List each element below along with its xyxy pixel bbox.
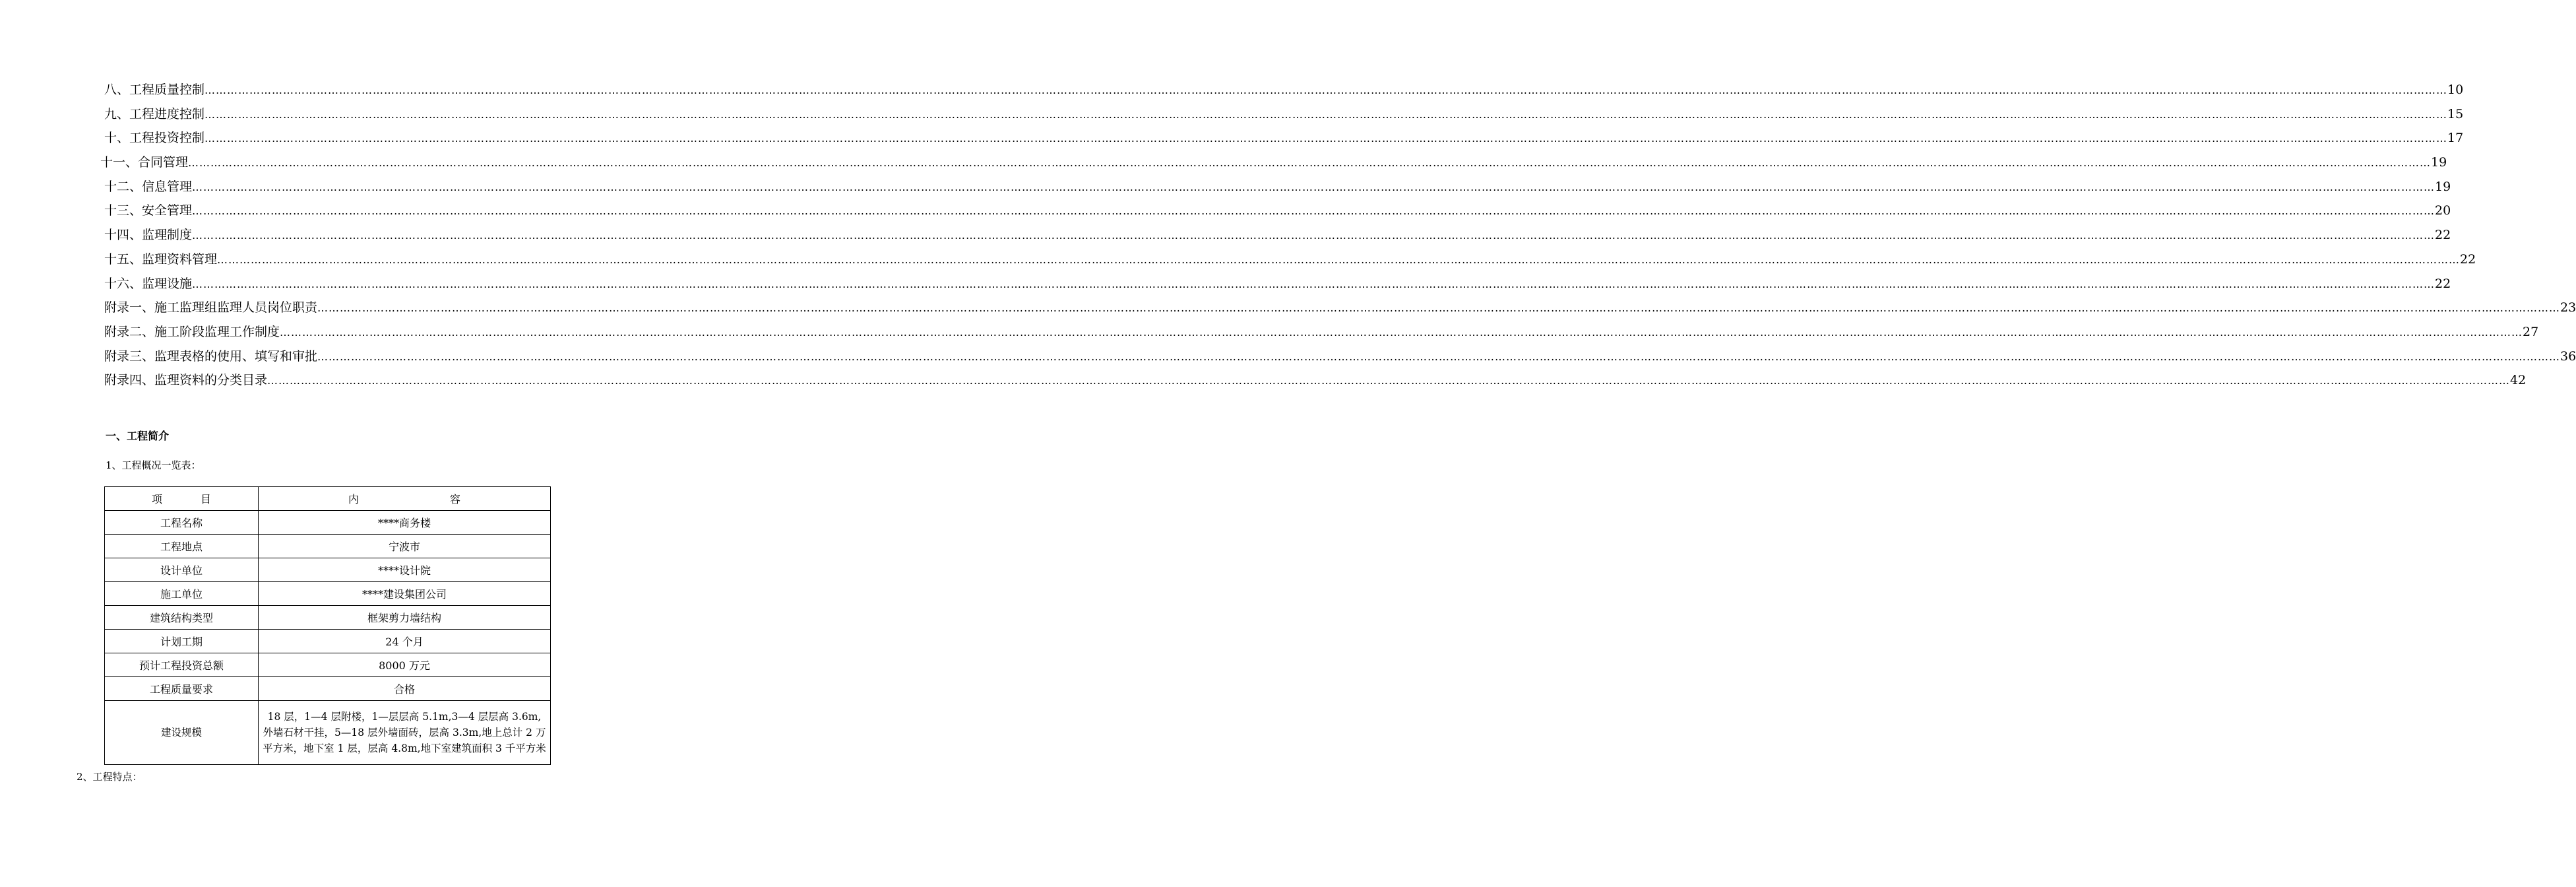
- toc-leader: ……………………………………………………………………………………………………………………………………………………………………………………………………………………………………………………………………………………………………………………………………………………………………………………………………………………………………………………………………………………………………………………………………………………: [267, 374, 2511, 387]
- row-item: 建设规模: [105, 701, 259, 765]
- toc-page: 22: [2460, 251, 2476, 267]
- table-row: [105, 535, 551, 558]
- table-of-contents: [100, 78, 2576, 393]
- toc-label: 十二、信息管理: [104, 179, 193, 194]
- section-heading: 一、工程简介: [106, 430, 170, 442]
- toc-entry[interactable]: [104, 126, 2464, 150]
- toc-leader: ……………………………………………………………………………………………………………………………………………………………………………………………………………………………………………………………………………………………………………………………………………………………………………………………………………………………………………………………………………………………………………………………………………………: [188, 156, 2432, 170]
- toc-leader: ……………………………………………………………………………………………………………………………………………………………………………………………………………………………………………………………………………………………………………………………………………………………………………………………………………………………………………………………………………………………………………………………………………………: [204, 132, 2448, 145]
- row-item: 预计工程投资总额: [105, 653, 259, 677]
- toc-page: 20: [2435, 203, 2451, 218]
- toc-leader: ……………………………………………………………………………………………………………………………………………………………………………………………………………………………………………………………………………………………………………………………………………………………………………………………………………………………………………………………………………………………………………………………………………………: [192, 205, 2435, 218]
- toc-leader: ……………………………………………………………………………………………………………………………………………………………………………………………………………………………………………………………………………………………………………………………………………………………………………………………………………………………………………………………………………………………………………………………………………………: [317, 302, 2561, 315]
- row-content: 宁波市: [259, 535, 551, 558]
- row-item: 工程地点: [105, 535, 259, 558]
- section-subheading: 2、工程特点：: [77, 771, 142, 783]
- toc-label: 附录三、监理表格的使用、填写和审批: [104, 348, 318, 364]
- toc-label: 附录二、施工阶段监理工作制度: [104, 324, 280, 339]
- toc-label: 十四、监理制度: [104, 228, 193, 243]
- toc-entry[interactable]: [104, 199, 2451, 223]
- row-item: 设计单位: [105, 558, 259, 582]
- toc-page: 22: [2435, 228, 2451, 243]
- toc-page: 23: [2560, 300, 2576, 315]
- row-content: 8000 万元: [259, 653, 551, 677]
- table-row: [105, 653, 551, 677]
- row-content: 合格: [259, 677, 551, 701]
- toc-label: 十一、合同管理: [100, 155, 189, 170]
- table-row: [105, 677, 551, 701]
- toc-label: 十三、安全管理: [104, 203, 193, 218]
- row-content: ****商务楼: [259, 511, 551, 535]
- toc-page: 42: [2510, 373, 2527, 388]
- table-row: [105, 606, 551, 630]
- toc-entry[interactable]: [104, 320, 2539, 345]
- toc-entry[interactable]: [104, 368, 2527, 393]
- header-item-label: 项目: [152, 493, 211, 506]
- toc-entry[interactable]: [104, 247, 2476, 272]
- table-row: [105, 701, 551, 765]
- toc-label: 九、工程进度控制: [104, 106, 205, 121]
- toc-page: 10: [2447, 82, 2464, 97]
- toc-label: 八、工程质量控制: [104, 82, 205, 97]
- toc-label: 附录一、施工监理组监理人员岗位职责: [104, 300, 318, 315]
- toc-entry[interactable]: [104, 345, 2576, 369]
- row-item: 施工单位: [105, 582, 259, 606]
- row-item: 工程名称: [105, 511, 259, 535]
- toc-label: 十五、监理资料管理: [104, 251, 218, 267]
- row-content: 24 个月: [259, 630, 551, 653]
- toc-entry[interactable]: [104, 175, 2451, 199]
- toc-leader: ……………………………………………………………………………………………………………………………………………………………………………………………………………………………………………………………………………………………………………………………………………………………………………………………………………………………………………………………………………………………………………………………………………………: [192, 277, 2435, 290]
- toc-page: 19: [2431, 155, 2447, 170]
- toc-leader: ……………………………………………………………………………………………………………………………………………………………………………………………………………………………………………………………………………………………………………………………………………………………………………………………………………………………………………………………………………………………………………………………………………………: [204, 108, 2448, 121]
- header-content-label: 内容: [348, 493, 460, 506]
- toc-leader: ……………………………………………………………………………………………………………………………………………………………………………………………………………………………………………………………………………………………………………………………………………………………………………………………………………………………………………………………………………………………………………………………………………………: [217, 253, 2461, 266]
- row-content: 框架剪力墙结构: [259, 606, 551, 630]
- toc-entry[interactable]: [104, 272, 2451, 296]
- table-row: [105, 630, 551, 653]
- table-row: [105, 558, 551, 582]
- toc-leader: ……………………………………………………………………………………………………………………………………………………………………………………………………………………………………………………………………………………………………………………………………………………………………………………………………………………………………………………………………………………………………………………………………………………: [204, 84, 2448, 96]
- toc-page: 15: [2447, 106, 2464, 121]
- table-caption: 1、工程概况一览表：: [106, 459, 201, 471]
- toc-leader: ……………………………………………………………………………………………………………………………………………………………………………………………………………………………………………………………………………………………………………………………………………………………………………………………………………………………………………………………………………………………………………………………………………………: [317, 350, 2561, 363]
- toc-label: 十六、监理设施: [104, 276, 193, 291]
- table-header-row: [105, 487, 551, 511]
- toc-leader: ……………………………………………………………………………………………………………………………………………………………………………………………………………………………………………………………………………………………………………………………………………………………………………………………………………………………………………………………………………………………………………………………………………………: [280, 325, 2523, 339]
- toc-page: 17: [2447, 131, 2464, 146]
- table-row: [105, 511, 551, 535]
- toc-page: 27: [2523, 324, 2539, 339]
- toc-label: 十、工程投资控制: [104, 131, 205, 146]
- toc-page: 19: [2435, 179, 2451, 194]
- row-content: 18 层，1—4 层附楼，1—层层高 5.1m,3—4 层层高 3.6m,外墙石材干挂，5—18 层外墙面砖，层高 3.3m,地上总计 2 万平方米，地下室 1 层，层高 4.8m,地下室建筑面积 3 千平方米: [259, 701, 551, 765]
- table-row: [105, 582, 551, 606]
- toc-leader: ……………………………………………………………………………………………………………………………………………………………………………………………………………………………………………………………………………………………………………………………………………………………………………………………………………………………………………………………………………………………………………………………………………………: [192, 180, 2435, 193]
- project-overview-table: [104, 486, 551, 765]
- row-content: ****设计院: [259, 558, 551, 582]
- header-content: [259, 487, 551, 511]
- row-item: 建筑结构类型: [105, 606, 259, 630]
- row-item: 计划工期: [105, 630, 259, 653]
- row-content: ****建设集团公司: [259, 582, 551, 606]
- toc-entry[interactable]: [100, 150, 2447, 175]
- toc-entry[interactable]: [104, 78, 2464, 102]
- row-item: 工程质量要求: [105, 677, 259, 701]
- toc-leader: ……………………………………………………………………………………………………………………………………………………………………………………………………………………………………………………………………………………………………………………………………………………………………………………………………………………………………………………………………………………………………………………………………………………: [192, 229, 2435, 242]
- toc-entry[interactable]: [104, 102, 2464, 127]
- toc-page: 36: [2560, 348, 2576, 364]
- toc-label: 附录四、监理资料的分类目录: [104, 373, 268, 388]
- toc-entry[interactable]: [104, 296, 2576, 320]
- toc-entry[interactable]: [104, 223, 2451, 247]
- header-item: [105, 487, 259, 511]
- toc-page: 22: [2435, 276, 2451, 291]
